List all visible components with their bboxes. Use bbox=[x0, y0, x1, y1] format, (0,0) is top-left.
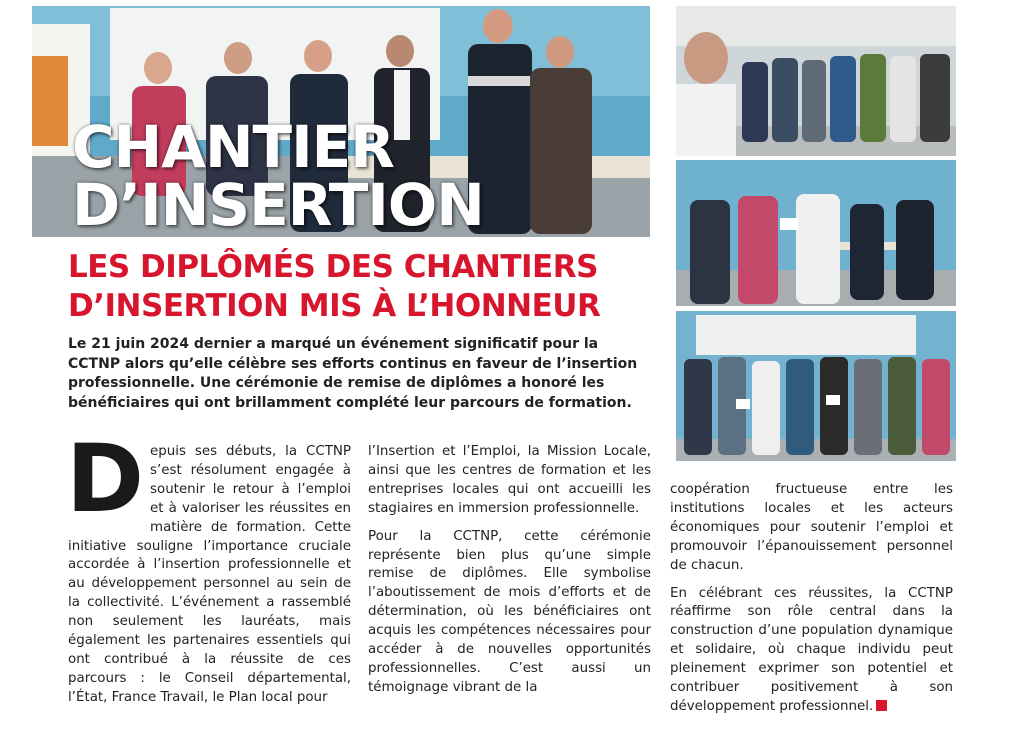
end-mark-icon bbox=[876, 700, 887, 711]
body-column-2 bbox=[368, 443, 651, 707]
body-paragraph bbox=[670, 585, 953, 717]
drop-cap: D bbox=[66, 425, 145, 534]
paragraph-text: epuis ses débuts, la CCTNP s’est résolument engagée à soutenir le retour à l’emploi et à valoriser les réussites en matière de formation. Cette initiative souligne l’importance cruciale accordée à l’insertion professionnelle et au développement personnel au sein de la collectivité. L’événement a rassemblé non seulement les lauréats, mais également les partenaires essentiels qui ont contribué à la réussite de ces parcours : le Conseil départemental, l’État, France Travail, le Plan local pour bbox=[68, 444, 351, 705]
body-paragraph: Pour la CCTNP, cette cérémonie représente bien plus qu’une simple remise de diplômes. Elle symbolise l’aboutissement de mois d’efforts et de détermination, où les bénéficiaires ont acquis les compétences nécessaires pour accéder à de nouvelles opportunités professionnelles. C’est aussi un témoignage vibrant de la bbox=[368, 528, 651, 695]
kicker-line-2: D’INSERTION bbox=[72, 171, 484, 237]
body-column-1 bbox=[66, 425, 351, 717]
body-column-3 bbox=[670, 481, 953, 726]
headline-line-2: D’INSERTION MIS À L’HONNEUR bbox=[68, 288, 601, 324]
body-paragraph bbox=[66, 425, 351, 708]
kicker-line-1: CHANTIER bbox=[72, 113, 394, 181]
diploma-handover-photo bbox=[676, 160, 956, 306]
hero-group-photo bbox=[32, 6, 650, 237]
section-kicker bbox=[72, 113, 484, 237]
graduates-photo-illustration bbox=[676, 311, 956, 461]
handover-photo-illustration bbox=[676, 160, 956, 306]
crowd-photo bbox=[676, 6, 956, 156]
paragraph-text: En célébrant ces réussites, la CCTNP réaffirme son rôle central dans la construction d’une population dynamique et solidaire, où chaque individu peut pleinement exprimer son potentiel et contribuer positivement à son développement professionnel. bbox=[670, 585, 953, 714]
crowd-photo-illustration bbox=[676, 6, 956, 156]
graduates-group-photo bbox=[676, 311, 956, 461]
headline-line-1: LES DIPLÔMÉS DES CHANTIERS bbox=[68, 249, 598, 285]
body-paragraph: coopération fructueuse entre les institutions locales et les acteurs économiques pour soutenir l’emploi et promouvoir l’épanouissement personnel de chacun. bbox=[670, 482, 953, 573]
article-headline bbox=[68, 248, 600, 326]
article-lead: Le 21 juin 2024 dernier a marqué un événement significatif pour la CCTNP alors qu’elle célèbre ses efforts continus en faveur de l’insertion professionnelle. Une cérémonie de remise de diplômes a honoré les bénéficiaires qui ont brillamment complété leur parcours de formation. bbox=[68, 336, 638, 411]
body-paragraph: l’Insertion et l’Emploi, la Mission Locale, ainsi que les centres de formation et les entreprises locales qui ont accueilli les stagiaires en immersion professionnelle. bbox=[368, 444, 651, 516]
